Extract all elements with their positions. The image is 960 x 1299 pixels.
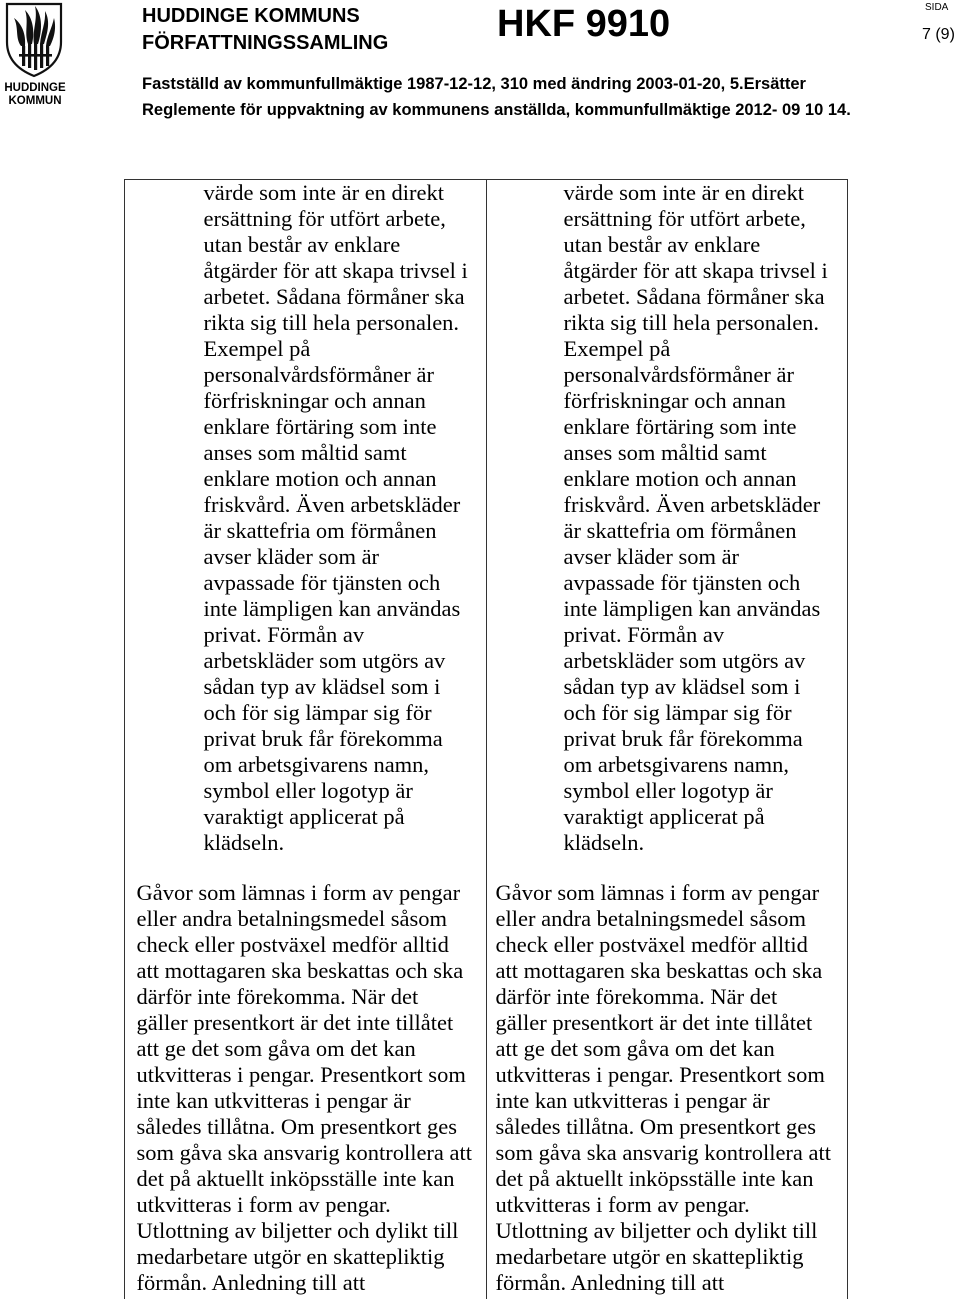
text-line: check eller postväxel medför alltid bbox=[495, 932, 808, 957]
text-line: eller andra betalningsmedel såsom bbox=[136, 906, 448, 931]
text-line: därför inte förekomma. När det bbox=[495, 984, 778, 1009]
text-line: privat. Förmån av bbox=[563, 622, 725, 647]
text-line: Utlottning av biljetter och dylikt till bbox=[495, 1218, 818, 1243]
text-line: anses som måltid samt bbox=[203, 440, 407, 465]
left-staff-benefits-paragraph bbox=[125, 180, 486, 856]
text-line: utkvitteras i form av pengar. bbox=[136, 1192, 391, 1217]
text-line: och för sig lämpar sig för bbox=[203, 700, 432, 725]
replaces-note: Reglemente för uppvaktning av kommunens anställda, kommunfullmäktige 2012- 09 10 14. bbox=[142, 101, 851, 119]
text-line: åtgärder för att skapa trivsel i bbox=[203, 258, 468, 283]
text-line: som gåva ska ansvarig kontrollera att bbox=[495, 1140, 832, 1165]
text-line: avpassade för tjänsten och bbox=[203, 570, 441, 595]
text-line: sådan typ av klädsel som i bbox=[563, 674, 801, 699]
text-line: enklare förtäring som inte bbox=[563, 414, 797, 439]
org-name: HUDDINGE KOMMUNS bbox=[142, 5, 360, 27]
text-line: sådan typ av klädsel som i bbox=[203, 674, 441, 699]
text-line: Exempel på bbox=[203, 336, 311, 361]
left-gifts-paragraph bbox=[125, 880, 486, 1296]
text-line: avser kläder som är bbox=[563, 544, 740, 569]
text-line: utan består av enklare bbox=[563, 232, 761, 257]
text-line: åtgärder för att skapa trivsel i bbox=[563, 258, 828, 283]
text-line: utkvitteras i form av pengar. bbox=[495, 1192, 750, 1217]
text-line: ersättning för utfört arbete, bbox=[203, 206, 446, 231]
text-line: varaktigt applicerat på bbox=[563, 804, 765, 829]
text-line: arbetet. Sådana förmåner ska bbox=[203, 284, 465, 309]
text-line: rikta sig till hela personalen. bbox=[203, 310, 460, 335]
text-line: det på aktuellt inköpsställe inte kan bbox=[136, 1166, 455, 1191]
text-line: förfriskningar och annan bbox=[563, 388, 786, 413]
text-line: arbetet. Sådana förmåner ska bbox=[563, 284, 825, 309]
text-line: varaktigt applicerat på bbox=[203, 804, 405, 829]
text-line: avser kläder som är bbox=[203, 544, 380, 569]
text-line: privat. Förmån av bbox=[203, 622, 365, 647]
municipality-logo bbox=[0, 0, 68, 110]
collection-name: FÖRFATTNINGSSAMLING bbox=[142, 32, 389, 54]
comparison-table bbox=[124, 179, 848, 1299]
text-line: Exempel på bbox=[563, 336, 671, 361]
right-column bbox=[488, 180, 847, 1299]
text-line: att ge det som gåva om det kan bbox=[136, 1036, 416, 1061]
text-line: friskvård. Även arbetskläder bbox=[203, 492, 461, 517]
text-line: inte lämpligen kan användas bbox=[203, 596, 461, 621]
text-line: symbol eller logotyp är bbox=[203, 778, 413, 803]
text-line: som gåva ska ansvarig kontrollera att bbox=[136, 1140, 473, 1165]
text-line: medarbetare utgör en skattepliktig bbox=[136, 1244, 445, 1269]
text-line: arbetskläder som utgörs av bbox=[563, 648, 806, 673]
text-line: enklare förtäring som inte bbox=[203, 414, 437, 439]
text-line: avpassade för tjänsten och bbox=[563, 570, 801, 595]
text-line: gäller presentkort är det inte tillåtet bbox=[136, 1010, 454, 1035]
text-line: personalvårdsförmåner är bbox=[563, 362, 795, 387]
right-staff-benefits-paragraph bbox=[488, 180, 847, 856]
text-line: klädseln. bbox=[563, 830, 645, 855]
text-line: eller andra betalningsmedel såsom bbox=[495, 906, 807, 931]
text-line: symbol eller logotyp är bbox=[563, 778, 773, 803]
text-line: Gåvor som lämnas i form av pengar bbox=[495, 880, 820, 905]
logo-text-line1: HUDDINGE bbox=[4, 82, 66, 94]
text-line: enklare motion och annan bbox=[563, 466, 797, 491]
text-line: är skattefria om förmånen bbox=[203, 518, 437, 543]
text-line: medarbetare utgör en skattepliktig bbox=[495, 1244, 804, 1269]
page-number: 7 (9) bbox=[922, 26, 955, 43]
text-line: privat bruk får förekomma bbox=[563, 726, 803, 751]
text-line: friskvård. Även arbetskläder bbox=[563, 492, 821, 517]
text-line: således tillåtna. Om presentkort ges bbox=[495, 1114, 817, 1139]
adoption-note: Fastställd av kommunfullmäktige 1987-12-12, 310 med ändring 2003-01-20, 5.Ersätter bbox=[142, 75, 806, 93]
document-code: HKF 9910 bbox=[497, 3, 671, 45]
text-line: arbetskläder som utgörs av bbox=[203, 648, 446, 673]
text-line: enklare motion och annan bbox=[203, 466, 437, 491]
text-line: utan består av enklare bbox=[203, 232, 401, 257]
text-line: är skattefria om förmånen bbox=[563, 518, 797, 543]
text-line: att ge det som gåva om det kan bbox=[495, 1036, 775, 1061]
text-line: gäller presentkort är det inte tillåtet bbox=[495, 1010, 813, 1035]
text-line: Utlottning av biljetter och dylikt till bbox=[136, 1218, 459, 1243]
text-line: utkvitteras i pengar. Presentkort som bbox=[495, 1062, 825, 1087]
text-line: förmån. Anledning till att bbox=[495, 1270, 725, 1295]
text-line: check eller postväxel medför alltid bbox=[136, 932, 449, 957]
right-gifts-paragraph bbox=[488, 880, 847, 1296]
coat-of-arms-icon bbox=[5, 2, 63, 78]
left-column bbox=[125, 180, 487, 1299]
text-line: klädseln. bbox=[203, 830, 285, 855]
text-line: inte lämpligen kan användas bbox=[563, 596, 821, 621]
text-line: privat bruk får förekomma bbox=[203, 726, 443, 751]
text-line: inte kan utkvitteras i pengar är bbox=[495, 1088, 770, 1113]
text-line: rikta sig till hela personalen. bbox=[563, 310, 820, 335]
text-line: och för sig lämpar sig för bbox=[563, 700, 792, 725]
text-line: om arbetsgivarens namn, bbox=[203, 752, 430, 777]
text-line: utkvitteras i pengar. Presentkort som bbox=[136, 1062, 466, 1087]
text-line: inte kan utkvitteras i pengar är bbox=[136, 1088, 411, 1113]
text-line: om arbetsgivarens namn, bbox=[563, 752, 790, 777]
page-label: SIDA bbox=[925, 2, 949, 13]
text-line: förmån. Anledning till att bbox=[136, 1270, 366, 1295]
text-line: personalvårdsförmåner är bbox=[203, 362, 435, 387]
text-line: Gåvor som lämnas i form av pengar bbox=[136, 880, 461, 905]
text-line: förfriskningar och annan bbox=[203, 388, 426, 413]
text-line: att mottagaren ska beskattas och ska bbox=[136, 958, 464, 983]
text-line: således tillåtna. Om presentkort ges bbox=[136, 1114, 458, 1139]
text-line: värde som inte är en direkt bbox=[563, 180, 805, 205]
text-line: det på aktuellt inköpsställe inte kan bbox=[495, 1166, 814, 1191]
text-line: anses som måltid samt bbox=[563, 440, 767, 465]
logo-text-line2: KOMMUN bbox=[8, 95, 62, 107]
text-line: värde som inte är en direkt bbox=[203, 180, 445, 205]
text-line: att mottagaren ska beskattas och ska bbox=[495, 958, 823, 983]
text-line: ersättning för utfört arbete, bbox=[563, 206, 806, 231]
text-line: därför inte förekomma. När det bbox=[136, 984, 419, 1009]
